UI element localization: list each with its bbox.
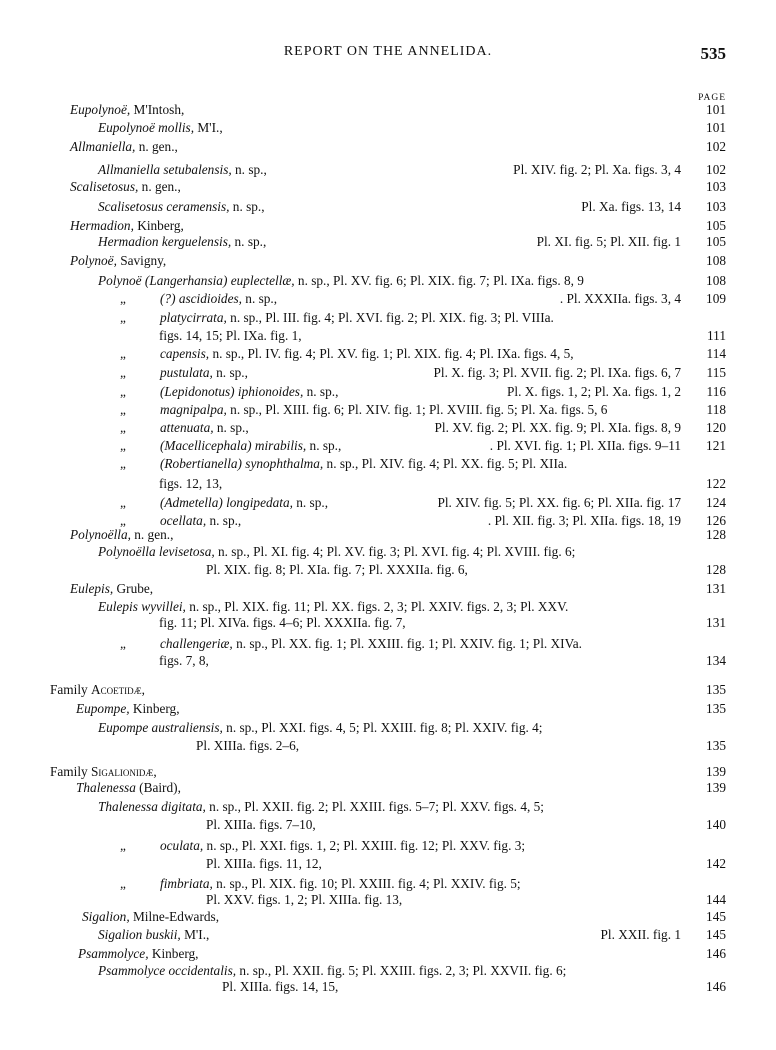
taxon-name: Thalenessa <box>76 780 136 795</box>
index-entry <box>0 101 776 119</box>
entry-detail: Pl. XXV. figs. 1, 2; Pl. XIIIa. fig. 13, <box>206 892 403 907</box>
page-ref: 139 <box>706 764 726 779</box>
index-entry <box>0 908 776 926</box>
entry-detail: n. sp., Pl. XXII. fig. 2; Pl. XXIII. figs. 5–7; Pl. XXV. figs. 4, 5; <box>205 799 544 814</box>
entry-detail: n. sp., Pl. XV. fig. 6; Pl. XIX. fig. 7; Pl. IXa. figs. 8, 9 <box>294 273 584 288</box>
page-ref: 145 <box>706 909 726 924</box>
page-ref: 101 <box>706 120 726 135</box>
entry-text <box>160 437 341 455</box>
entry-text <box>70 580 153 598</box>
entry-detail: n. sp., Pl. XIX. fig. 10; Pl. XXIII. fig. 4; Pl. XXIV. fig. 5; <box>212 876 521 891</box>
entry-detail: n. sp., <box>229 199 265 214</box>
index-entry <box>0 309 776 327</box>
page-ref: 135 <box>706 738 726 753</box>
entry-text <box>160 364 248 382</box>
entry-detail: n. sp., Pl. XX. fig. 1; Pl. XXIII. fig. 1; Pl. XXIV. fig. 1; Pl. XIVa. <box>232 636 582 651</box>
entry-text <box>76 700 180 718</box>
ditto-mark: „ <box>120 420 126 435</box>
entry-text <box>206 561 468 579</box>
entry-detail: Kinberg, <box>133 218 184 233</box>
entry-detail: n. sp., <box>212 365 248 380</box>
ditto-mark: „ <box>120 495 126 510</box>
family-word: Family <box>50 682 92 697</box>
entry-detail: figs. 12, 13, <box>159 476 223 491</box>
index-entry <box>0 700 776 718</box>
ditto-mark: „ <box>120 365 126 380</box>
entry-text <box>70 101 184 119</box>
entry-detail: n. gen., <box>138 179 181 194</box>
entry-detail: n. sp., <box>213 420 249 435</box>
entry-detail: n. gen., <box>130 527 174 542</box>
entry-text <box>160 419 249 437</box>
taxon-name: Sigalion, <box>82 909 130 924</box>
entry-text <box>98 233 266 251</box>
taxon-name: Sigalion buskii, <box>98 927 181 942</box>
page-ref: 105 <box>706 218 726 233</box>
running-header <box>0 44 776 68</box>
entry-detail: figs. 14, 15; Pl. IXa. fig. 1, <box>159 328 302 343</box>
entry-detail: Grube, <box>113 581 154 596</box>
index-entry <box>0 543 776 561</box>
ditto-mark: „ <box>120 838 126 853</box>
page-ref: 109 <box>706 291 726 306</box>
entry-text <box>76 779 181 797</box>
ditto-mark: „ <box>120 384 126 399</box>
entry-detail: n. sp., <box>292 495 329 510</box>
entry-text <box>98 543 575 561</box>
taxon-name: Psammolyce occidentalis, <box>98 963 237 978</box>
entry-text <box>70 138 178 156</box>
taxon-name: Eupolynoë, <box>70 102 131 117</box>
taxon-name: Eupompe australiensis, <box>98 720 223 735</box>
taxon-name: Polynoë, <box>70 253 117 268</box>
taxon-name: Hermadion kerguelensis, <box>98 234 232 249</box>
entry-text <box>206 816 316 834</box>
plate-reference: . Pl. XII. fig. 3; Pl. XIIa. figs. 18, 19 <box>487 513 681 528</box>
entry-text <box>70 252 166 270</box>
entry-detail: n. sp., <box>206 513 242 528</box>
entry-detail: n. sp., <box>231 162 267 177</box>
entry-text <box>160 401 607 419</box>
taxon-name: Psammolyce, <box>78 946 149 961</box>
page-ref: 108 <box>706 253 726 268</box>
taxon-name: Eulepis wyvillei, <box>98 599 186 614</box>
plate-reference: Pl. XIV. fig. 2; Pl. Xa. figs. 3, 4 <box>513 162 681 177</box>
index-entry <box>0 580 776 598</box>
taxon-name: (Macellicephala) mirabilis, <box>160 438 307 453</box>
index-entry <box>0 401 776 419</box>
entry-detail: Kinberg, <box>129 701 180 716</box>
page-ref: 131 <box>706 615 726 630</box>
entry-detail: n. sp., Pl. XIV. fig. 4; Pl. XX. fig. 5; Pl. XIIa. <box>323 456 568 471</box>
entry-detail: Pl. XIIIa. figs. 11, 12, <box>206 856 322 871</box>
entry-text <box>159 475 222 493</box>
index-entry <box>0 455 776 473</box>
index-entry <box>0 494 776 512</box>
entry-detail: Pl. XIIIa. figs. 7–10, <box>206 817 316 832</box>
index-entry <box>0 816 776 834</box>
plate-reference: Pl. XI. fig. 5; Pl. XII. fig. 1 <box>536 234 681 249</box>
index-entry <box>0 290 776 308</box>
index-entry <box>0 383 776 401</box>
index-entry <box>0 945 776 963</box>
index-entry <box>0 475 776 493</box>
plate-reference: Pl. XIV. fig. 5; Pl. XX. fig. 6; Pl. XIIa. fig. 17 <box>437 495 681 510</box>
taxon-name: fimbriata, <box>160 876 213 891</box>
page-ref: 102 <box>706 139 726 154</box>
entry-detail: M'I., <box>194 120 223 135</box>
plate-reference: . Pl. XVI. fig. 1; Pl. XIIa. figs. 9–11 <box>489 438 681 453</box>
index-entry <box>0 614 776 632</box>
ditto-mark: „ <box>120 438 126 453</box>
family-name: Acoetidæ, <box>91 682 145 697</box>
entry-text <box>159 652 209 670</box>
entry-detail: n. sp., <box>241 291 278 306</box>
entry-text <box>98 161 267 179</box>
taxon-name: Eupompe, <box>76 701 130 716</box>
ditto-mark: „ <box>120 402 126 417</box>
entry-text <box>160 309 554 327</box>
entry-text <box>160 635 582 653</box>
page-ref: 124 <box>706 495 726 510</box>
entry-detail: n. sp., Pl. XI. fig. 4; Pl. XV. fig. 3; Pl. XVI. fig. 4; Pl. XVIII. fig. 6; <box>214 544 576 559</box>
page-ref: 121 <box>706 438 726 453</box>
entry-detail: Pl. XIX. fig. 8; Pl. XIa. fig. 7; Pl. XXXIIa. fig. 6, <box>206 562 468 577</box>
index-entry <box>0 233 776 251</box>
index-entry <box>0 652 776 670</box>
taxon-name: Thalenessa digitata, <box>98 799 206 814</box>
plate-reference: Pl. XXII. fig. 1 <box>600 927 681 942</box>
page-ref: 139 <box>706 780 726 795</box>
index-entry <box>0 779 776 797</box>
index-entry <box>0 178 776 196</box>
entry-detail: Kinberg, <box>148 946 199 961</box>
taxon-name: (Robertianella) synophthalma, <box>160 456 324 471</box>
index-entry <box>0 327 776 345</box>
entry-text <box>98 198 265 216</box>
index-entry <box>0 855 776 873</box>
page-ref: 134 <box>706 653 726 668</box>
page-ref: 120 <box>706 420 726 435</box>
taxon-name: oculata, <box>160 838 204 853</box>
family-heading <box>0 681 776 699</box>
entry-text <box>160 345 574 363</box>
page-ref: 108 <box>706 273 726 288</box>
page-column-label: PAGE <box>698 93 726 103</box>
index-entry <box>0 635 776 653</box>
index-entry <box>0 561 776 579</box>
taxon-name: pustulata, <box>160 365 213 380</box>
index-entry <box>0 926 776 944</box>
taxon-name: ocellata, <box>160 513 207 528</box>
entry-text <box>159 614 406 632</box>
entry-text <box>160 837 525 855</box>
entry-text <box>222 978 338 996</box>
index-entry <box>0 119 776 137</box>
page-ref: 135 <box>706 701 726 716</box>
entry-detail: n. sp., Pl. IV. fig. 4; Pl. XV. fig. 1; Pl. XIX. fig. 4; Pl. IXa. figs. 4, 5, <box>209 346 574 361</box>
page-number: 535 <box>700 44 726 63</box>
taxon-name: Scalisetosus, <box>70 179 139 194</box>
ditto-mark: „ <box>120 310 126 325</box>
taxon-name: Polynoë (Langerhansia) euplectellæ, <box>98 273 295 288</box>
taxon-name: capensis, <box>160 346 210 361</box>
page-ref: 101 <box>706 102 726 117</box>
entry-detail: n. sp., Pl. XXII. fig. 5; Pl. XXIII. figs. 2, 3; Pl. XXVII. fig. 6; <box>236 963 567 978</box>
index-entry <box>0 737 776 755</box>
page-ref: 128 <box>706 527 726 542</box>
index-entry <box>0 978 776 996</box>
index-entry <box>0 437 776 455</box>
entry-detail: n. sp., Pl. XXI. figs. 4, 5; Pl. XXIII. fig. 8; Pl. XXIV. fig. 4; <box>222 720 543 735</box>
entry-detail: Pl. XIIIa. figs. 2–6, <box>196 738 300 753</box>
entry-text <box>160 455 567 473</box>
entry-text <box>159 327 302 345</box>
taxon-name: Allmaniella setubalensis, <box>98 162 232 177</box>
entry-detail: fig. 11; Pl. XIVa. figs. 4–6; Pl. XXXIIa. fig. 7, <box>159 615 406 630</box>
index-entry <box>0 891 776 909</box>
index-entry <box>0 272 776 290</box>
index-entry <box>0 345 776 363</box>
ditto-mark: „ <box>120 876 126 891</box>
index-entry <box>0 526 776 544</box>
index-entry <box>0 252 776 270</box>
taxon-name: (Lepidonotus) iphionoides, <box>160 384 304 399</box>
taxon-name: Allmaniella, <box>70 139 136 154</box>
ditto-mark: „ <box>120 636 126 651</box>
entry-detail: M'Intosh, <box>130 102 185 117</box>
entry-detail: n. sp., <box>303 384 339 399</box>
plate-reference: Pl. X. fig. 3; Pl. XVII. fig. 2; Pl. IXa. figs. 6, 7 <box>433 365 681 380</box>
entry-detail: n. sp., Pl. III. fig. 4; Pl. XVI. fig. 2; Pl. XIX. fig. 3; Pl. VIIIa. <box>226 310 554 325</box>
page-ref: 145 <box>706 927 726 942</box>
page-ref: 122 <box>706 476 726 491</box>
entry-detail: n. gen., <box>135 139 178 154</box>
page-ref: 118 <box>706 402 726 417</box>
page-ref: 111 <box>707 328 726 343</box>
running-title: REPORT ON THE ANNELIDA. <box>283 44 493 59</box>
entry-text <box>98 119 223 137</box>
entry-text <box>160 494 328 512</box>
entry-detail: n. sp., <box>306 438 342 453</box>
ditto-mark: „ <box>120 456 126 471</box>
entry-text <box>98 798 544 816</box>
page-ref: 135 <box>706 682 726 697</box>
entry-text <box>70 178 181 196</box>
taxon-name: Polynoëlla, <box>70 527 131 542</box>
ditto-mark: „ <box>120 513 126 528</box>
taxon-name: (Admetella) longipedata, <box>160 495 293 510</box>
taxon-name: (?) ascidioides, <box>160 291 242 306</box>
entry-text <box>98 272 584 290</box>
entry-detail: n. sp., Pl. XXI. figs. 1, 2; Pl. XXIII. fig. 12; Pl. XXV. fig. 3; <box>203 838 526 853</box>
index-entry <box>0 364 776 382</box>
page-ref: 126 <box>706 513 726 528</box>
entry-text <box>50 681 145 699</box>
entry-detail: M'I., <box>180 927 210 942</box>
entry-text <box>78 945 199 963</box>
entry-text <box>98 926 209 944</box>
entry-text <box>160 290 277 308</box>
page-ref: 103 <box>706 179 726 194</box>
page-ref: 128 <box>706 562 726 577</box>
entry-text <box>206 855 322 873</box>
index-entry <box>0 798 776 816</box>
family-word: Family <box>50 764 92 779</box>
entry-detail: (Baird), <box>135 780 181 795</box>
plate-reference: Pl. X. figs. 1, 2; Pl. Xa. figs. 1, 2 <box>507 384 681 399</box>
taxon-name: platycirrata, <box>160 310 227 325</box>
plate-reference: Pl. Xa. figs. 13, 14 <box>581 199 681 214</box>
entry-detail: figs. 7, 8, <box>159 653 209 668</box>
entry-detail: Savigny, <box>116 253 167 268</box>
page-ref: 105 <box>706 234 726 249</box>
page-ref: 131 <box>706 581 726 596</box>
page-ref: 140 <box>706 817 726 832</box>
entry-detail: n. sp., Pl. XIII. fig. 6; Pl. XIV. fig. 1; Pl. XVIII. fig. 5; Pl. Xa. figs. 5, 6 <box>226 402 608 417</box>
page-ref: 144 <box>706 892 726 907</box>
ditto-mark: „ <box>120 346 126 361</box>
taxon-name: magnipalpa, <box>160 402 227 417</box>
taxon-name: attenuata, <box>160 420 214 435</box>
entry-detail: n. sp., <box>231 234 267 249</box>
page-ref: 114 <box>706 346 726 361</box>
taxon-name: Hermadion, <box>70 218 134 233</box>
entry-detail: Pl. XIIIa. figs. 14, 15, <box>222 979 339 994</box>
index-entry <box>0 719 776 737</box>
page-ref: 116 <box>706 384 726 399</box>
page-ref: 146 <box>706 946 726 961</box>
taxon-name: Polynoëlla levisetosa, <box>98 544 215 559</box>
page-ref: 103 <box>706 199 726 214</box>
entry-detail: Milne-Edwards, <box>129 909 220 924</box>
index-entry <box>0 138 776 156</box>
taxon-name: Eulepis, <box>70 581 114 596</box>
taxon-name: challengeriæ, <box>160 636 233 651</box>
page-ref: 102 <box>706 162 726 177</box>
index-entry <box>0 198 776 216</box>
plate-reference: . Pl. XXXIIa. figs. 3, 4 <box>559 291 681 306</box>
plate-reference: Pl. XV. fig. 2; Pl. XX. fig. 9; Pl. XIa. figs. 8, 9 <box>434 420 681 435</box>
page-ref: 142 <box>706 856 726 871</box>
entry-text <box>206 891 402 909</box>
taxon-name: Scalisetosus ceramensis, <box>98 199 230 214</box>
taxon-name: Eupolynoë mollis, <box>98 120 195 135</box>
index-entry <box>0 161 776 179</box>
entry-text <box>160 383 338 401</box>
page-ref: 115 <box>706 365 726 380</box>
page-ref: 146 <box>706 979 726 994</box>
entry-detail: n. sp., Pl. XIX. fig. 11; Pl. XX. figs. 2, 3; Pl. XXIV. figs. 2, 3; Pl. XXV. <box>185 599 569 614</box>
ditto-mark: „ <box>120 291 126 306</box>
entry-text <box>196 737 299 755</box>
index-entry <box>0 837 776 855</box>
entry-text <box>98 719 542 737</box>
index-entry <box>0 419 776 437</box>
entry-text <box>70 526 173 544</box>
family-name: Sigalionidæ, <box>91 764 157 779</box>
entry-text <box>82 908 219 926</box>
